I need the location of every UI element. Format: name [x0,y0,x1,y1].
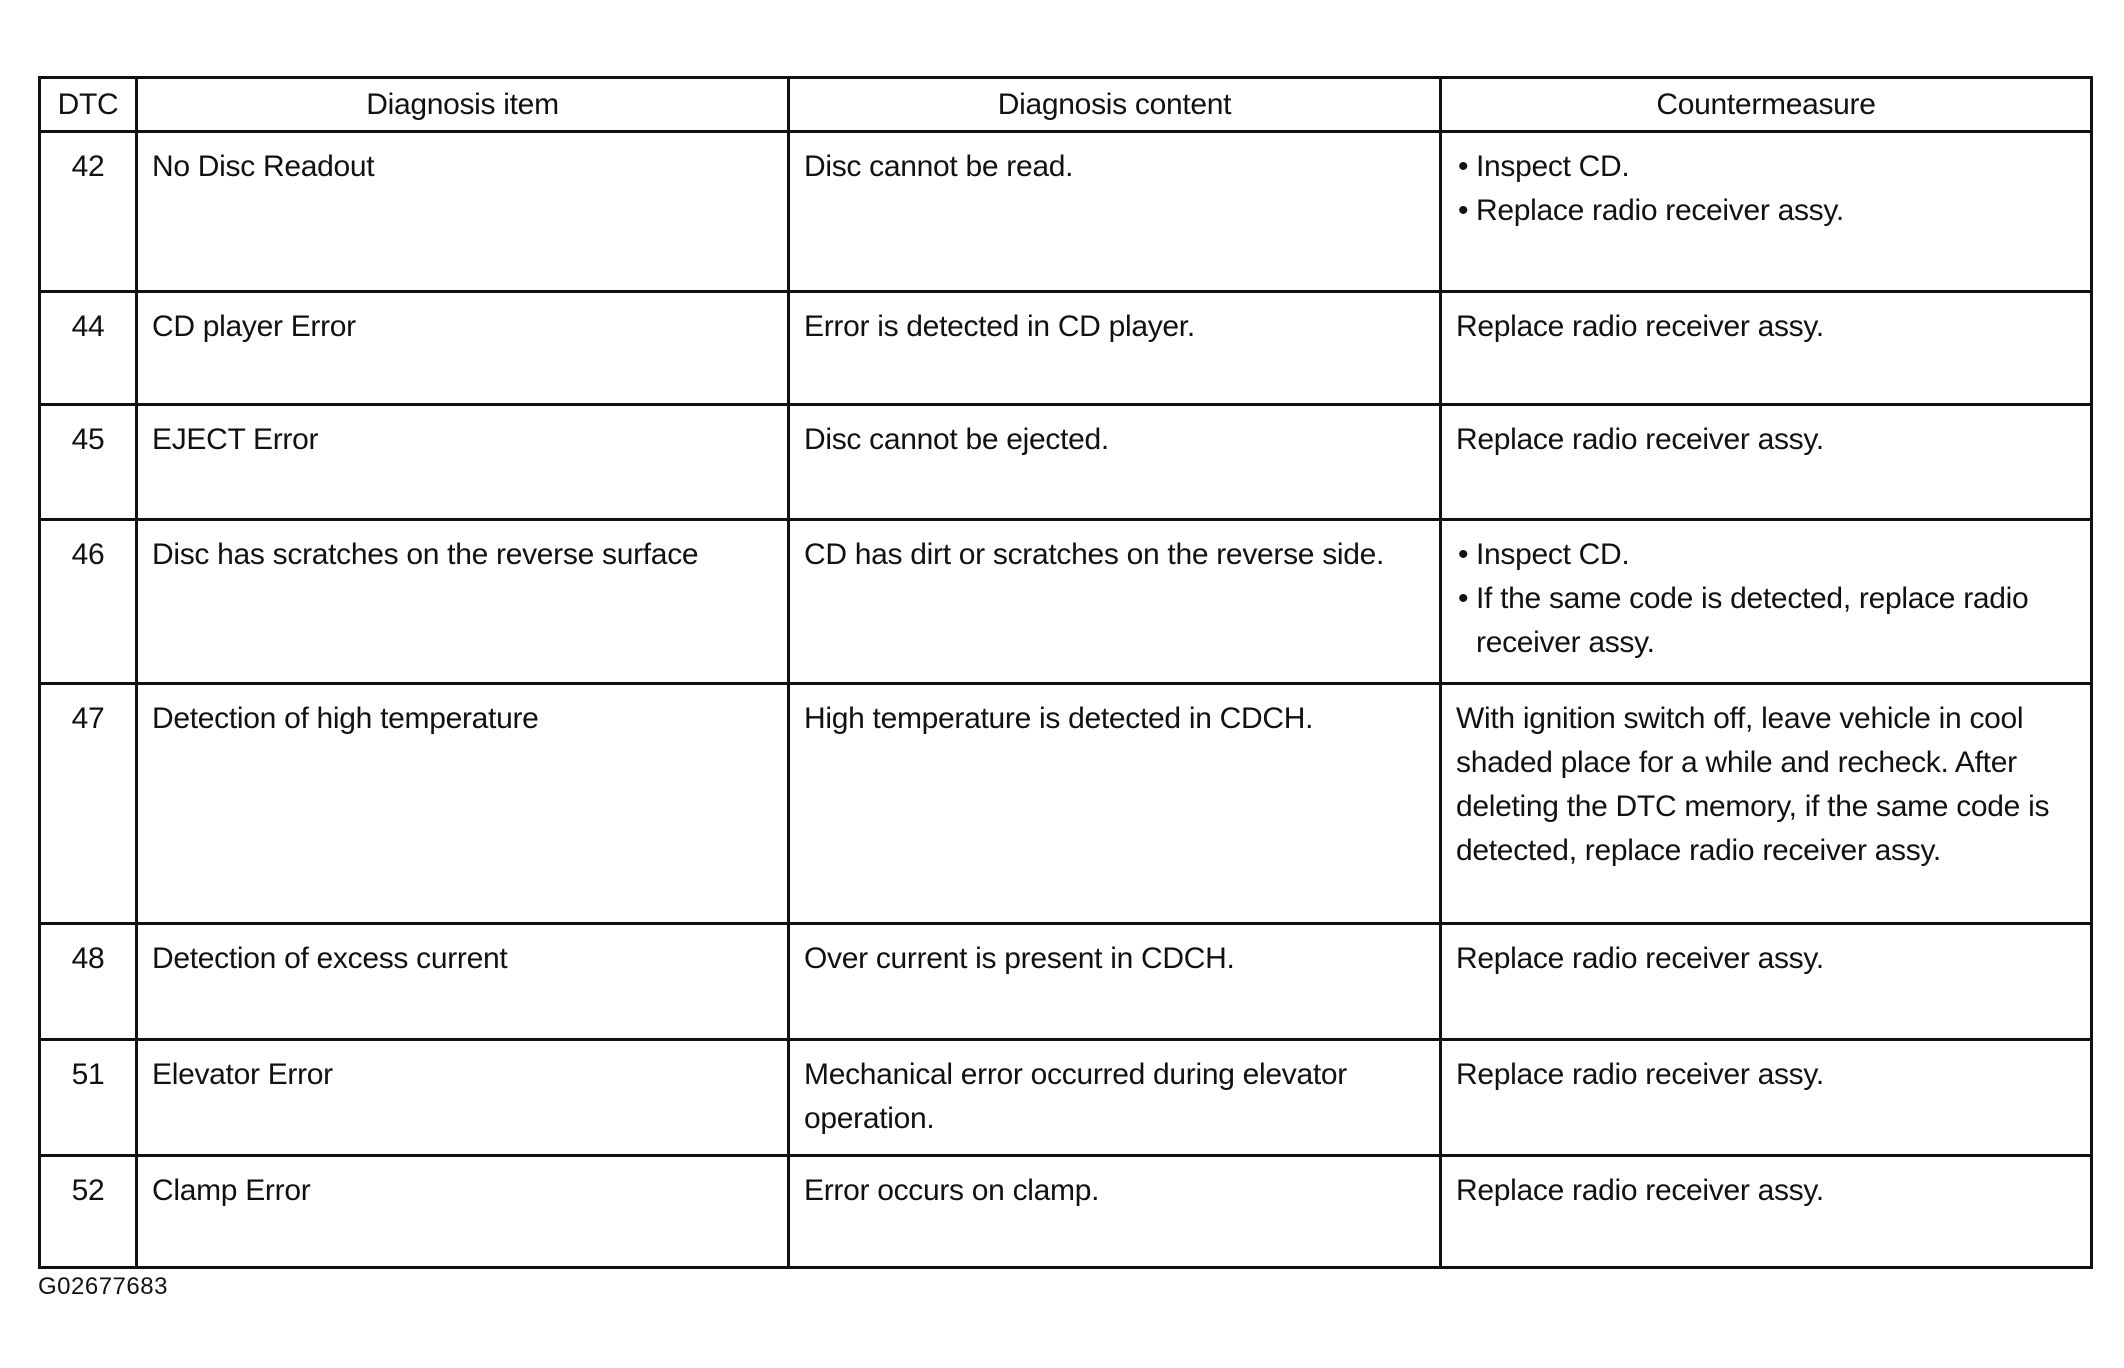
bullet-icon: • [1458,194,1469,227]
bullet-icon: • [1458,150,1469,183]
dtc-code: 46 [40,520,137,684]
countermeasure: Replace radio receiver assy. [1441,1156,2092,1268]
list-item [1456,577,2076,665]
diagnosis-item: Disc has scratches on the reverse surface [137,520,789,684]
header-countermeasure: Countermeasure [1441,78,2092,132]
diagnosis-content: High temperature is detected in CDCH. [789,684,1441,924]
table-row [40,405,2092,520]
diagnosis-item: Clamp Error [137,1156,789,1268]
diagnosis-item: CD player Error [137,292,789,405]
countermeasure-list [1456,533,2076,665]
list-item [1456,189,2076,233]
table-row [40,520,2092,684]
header-dtc: DTC [40,78,137,132]
diagnosis-content: CD has dirt or scratches on the reverse side. [789,520,1441,684]
diagnosis-content: Disc cannot be read. [789,132,1441,292]
diagnosis-item: Detection of excess current [137,924,789,1040]
table-row [40,292,2092,405]
dtc-code: 42 [40,132,137,292]
dtc-code: 47 [40,684,137,924]
diagnosis-content: Disc cannot be ejected. [789,405,1441,520]
bullet-icon: • [1458,582,1469,615]
table-header-row [40,78,2092,132]
countermeasure [1441,132,2092,292]
table-row [40,924,2092,1040]
countermeasure: With ignition switch off, leave vehicle in cool shaded place for a while and recheck. After deleting the DTC memory, if the same code is detected, replace radio receiver assy. [1441,684,2092,924]
countermeasure: Replace radio receiver assy. [1441,1040,2092,1156]
diagnosis-item: No Disc Readout [137,132,789,292]
dtc-table [38,76,2093,1269]
countermeasure: Replace radio receiver assy. [1441,924,2092,1040]
table-row [40,684,2092,924]
diagnosis-item: EJECT Error [137,405,789,520]
list-item [1456,145,2076,189]
countermeasure-text: If the same code is detected, replace radio receiver assy. [1476,582,2029,659]
diagnosis-content: Error occurs on clamp. [789,1156,1441,1268]
diagnosis-content: Mechanical error occurred during elevator operation. [789,1040,1441,1156]
dtc-code: 45 [40,405,137,520]
diagnosis-content: Over current is present in CDCH. [789,924,1441,1040]
countermeasure-list [1456,145,2076,233]
countermeasure-text: Inspect CD. [1476,538,1630,571]
document-id: G02677683 [38,1273,168,1300]
dtc-code: 44 [40,292,137,405]
countermeasure: Replace radio receiver assy. [1441,292,2092,405]
dtc-code: 51 [40,1040,137,1156]
header-diagnosis-content: Diagnosis content [789,78,1441,132]
dtc-code: 52 [40,1156,137,1268]
countermeasure-text: Inspect CD. [1476,150,1630,183]
table-row [40,1040,2092,1156]
diagnosis-content: Error is detected in CD player. [789,292,1441,405]
countermeasure: Replace radio receiver assy. [1441,405,2092,520]
list-item [1456,533,2076,577]
diagnosis-item: Elevator Error [137,1040,789,1156]
table-row [40,1156,2092,1268]
dtc-code: 48 [40,924,137,1040]
countermeasure [1441,520,2092,684]
bullet-icon: • [1458,538,1469,571]
countermeasure-text: Replace radio receiver assy. [1476,194,1844,227]
diagnosis-item: Detection of high temperature [137,684,789,924]
table-row [40,132,2092,292]
header-diagnosis-item: Diagnosis item [137,78,789,132]
